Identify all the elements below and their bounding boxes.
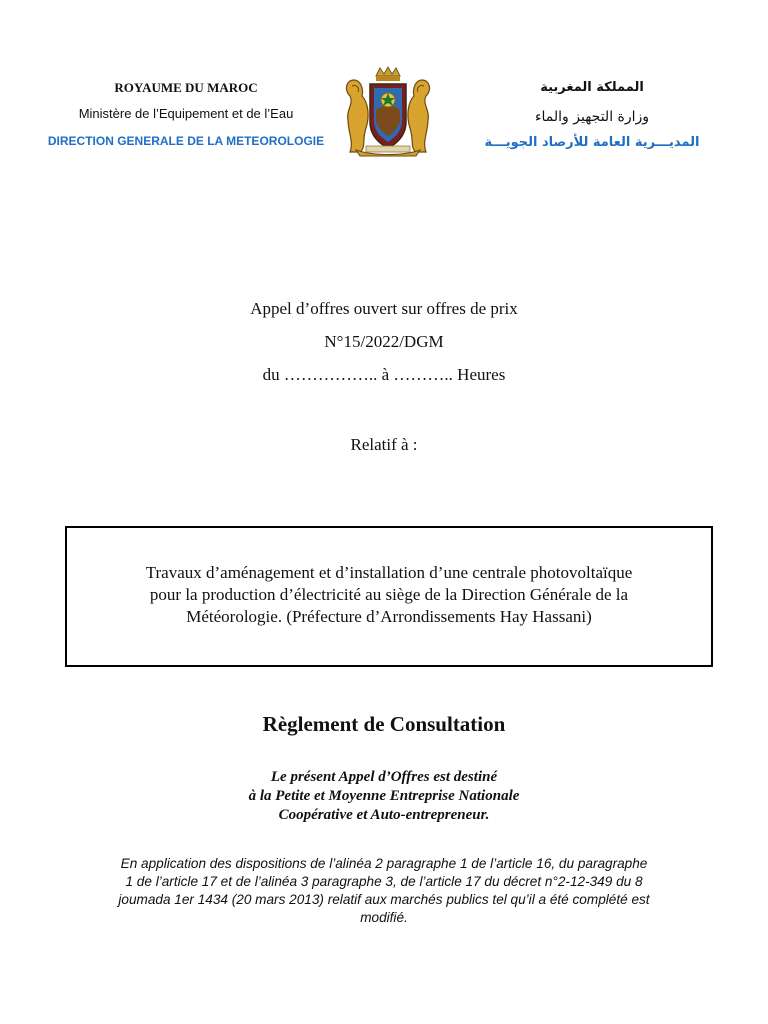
subject-line: pour la production d’électricité au siège de la Direction Générale de la (149, 585, 629, 604)
subject-line: Météorologie. (Préfecture d’Arrondissements Hay Hassani) (186, 607, 592, 626)
direction-label-fr: DIRECTION GENERALE DE LA METEOROLOGIE (47, 134, 325, 148)
tender-title (0, 298, 768, 386)
legal-line: modifié. (360, 910, 408, 925)
legal-line: joumada 1er 1434 (20 mars 2013) relatif aux marchés publics tel qu’il a été complété est (118, 892, 650, 907)
destination-line: Le présent Appel d’Offres est destiné (270, 769, 498, 785)
document-title: Règlement de Consultation (262, 712, 506, 736)
subject-box (65, 526, 713, 667)
legal-application (64, 855, 704, 927)
coat-of-arms-icon (336, 66, 440, 158)
header-right (462, 78, 722, 153)
kingdom-label-ar: المملكة المغربية (540, 80, 644, 95)
relatif-label: Relatif à : (350, 435, 418, 454)
subject-line: Travaux d’aménagement et d’installation d’une centrale photovoltaïque (145, 563, 633, 582)
direction-label-ar: المديـــرية العامة للأرصاد الجويـــة (484, 135, 700, 150)
header-left (40, 78, 332, 151)
legal-line: 1 de l’article 17 et de l’alinéa 3 paragraphe 3, de l’article 17 du décret n°2-12-349 du 8 (125, 874, 643, 889)
subject-text (87, 562, 691, 628)
destination-line: à la Petite et Moyenne Entreprise Nationale (248, 788, 520, 804)
ministry-label-fr: Ministère de l’Equipement et de l’Eau (78, 106, 294, 121)
destination-line: Coopérative et Auto-entrepreneur. (278, 807, 490, 823)
kingdom-label-fr: ROYAUME DU MAROC (114, 80, 258, 95)
tender-number: N°15/2022/DGM (324, 332, 444, 351)
tender-type: Appel d’offres ouvert sur offres de prix (250, 299, 518, 318)
legal-line: En application des dispositions de l’alinéa 2 paragraphe 1 de l’article 16, du paragraphe (120, 856, 648, 871)
ministry-label-ar: وزارة التجهيز والماء (534, 109, 650, 125)
tender-date: du …………….. à ……….. Heures (262, 365, 506, 384)
destination-notice (0, 768, 768, 825)
